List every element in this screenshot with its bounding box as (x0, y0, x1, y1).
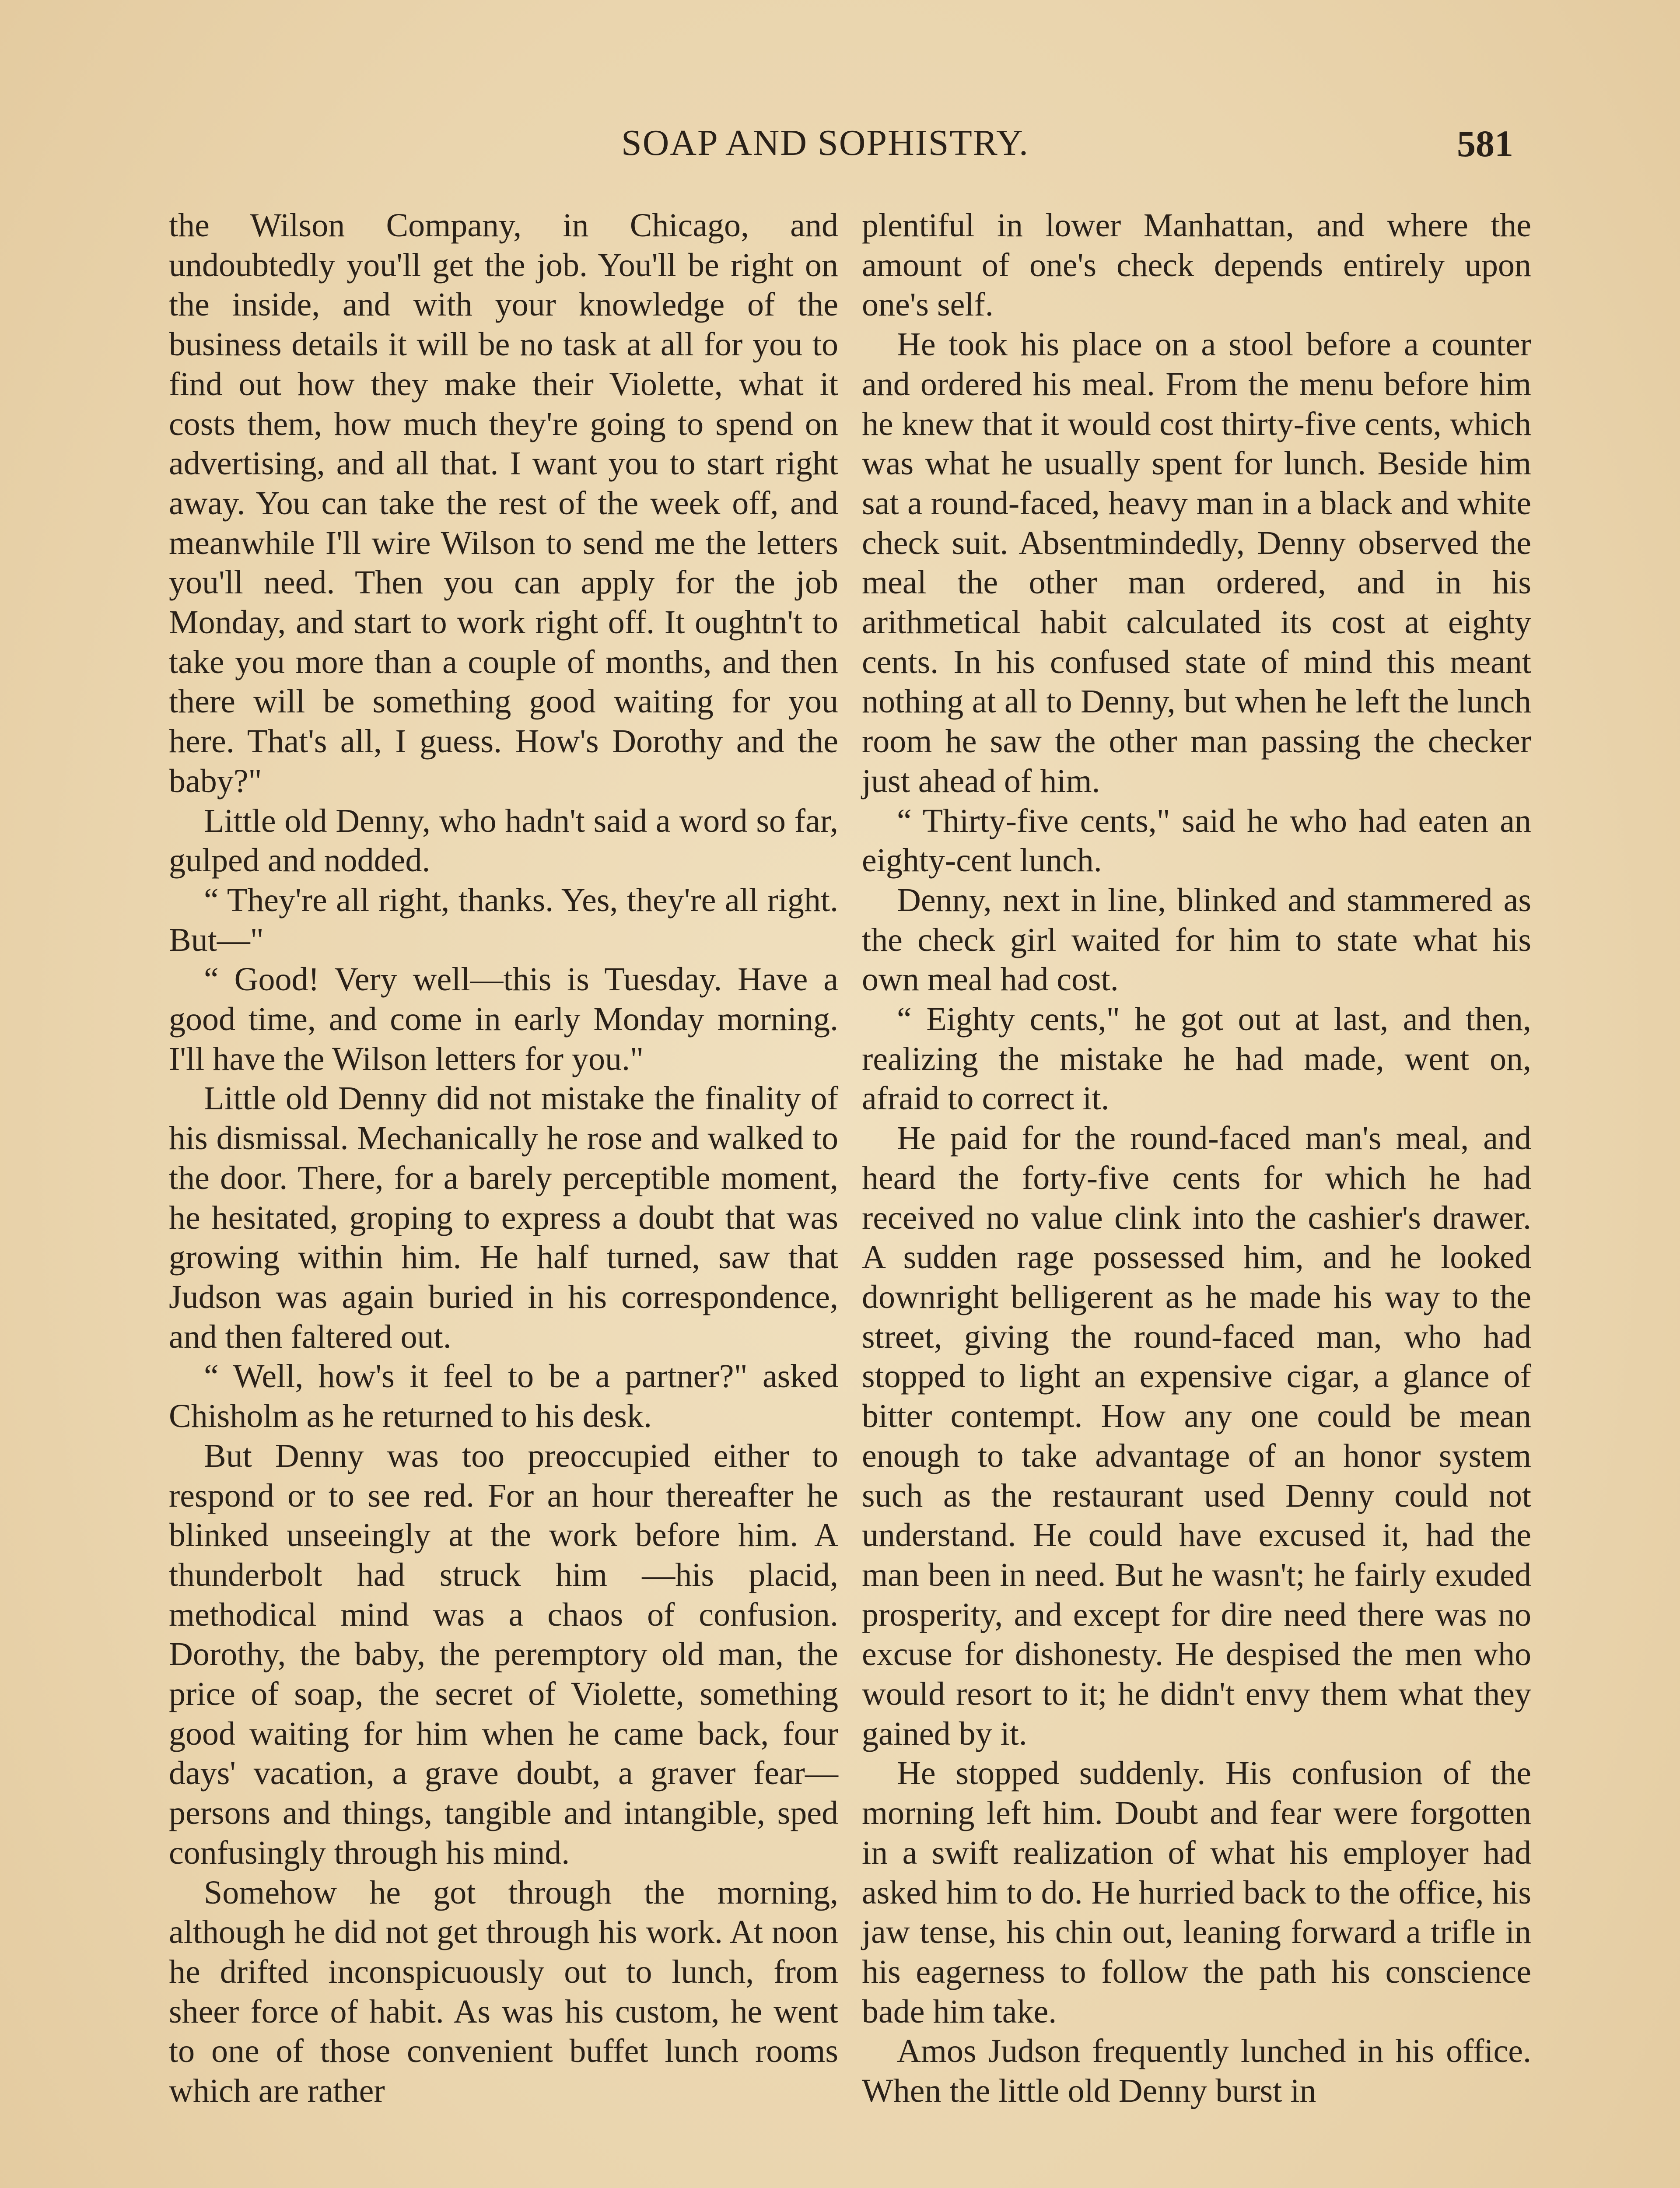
paragraph: “ Well, how's it feel to be a partner?" asked Chisholm as he returned to his desk. (169, 1358, 838, 1435)
running-title: SOAP AND SOPHISTRY. (621, 123, 1029, 163)
paragraph: “ They're all right, thanks. Yes, they're all right. But—" (169, 881, 838, 958)
paragraph: Little old Denny did not mistake the finality of his dismissal. Mechanically he rose and walked to the door. There, for a barely perceptible moment, he hesitated, groping to express a doubt that was growing within him. He half turned, saw that Judson was again buried in his correspondence, and then faltered out. (169, 1080, 838, 1355)
page-number: 581 (1457, 123, 1513, 165)
paragraph: He paid for the round-faced man's meal, and heard the forty-five cents for which he had received no value clink into the cashier's drawer. A sudden rage possessed him, and he looked downright belligerent as he made his way to the street, giving the round-faced man, who had stopped to light an expensive cigar, a glance of bitter contempt. How any one could be mean enough to take advantage of an honor system such as the restaurant used Denny could not understand. He could have excused it, had the man been in need. But he wasn't; he fairly exuded prosperity, and except for dire need there was no excuse for dishonesty. He despised the men who would resort to it; he didn't envy them what they gained by it. (862, 1120, 1531, 1752)
paragraph: plentiful in lower Manhattan, and where the amount of one's check depends entirely upon one's self. (862, 207, 1531, 323)
right-column (862, 206, 1531, 2111)
paragraph: But Denny was too preoccupied either to respond or to see red. For an hour thereafter he blinked unseeingly at the work before him. A thunderbolt had struck him —his placid, methodical mind was a chaos of confusion. Dorothy, the baby, the peremptory old man, the price of soap, the secret of Violette, something good waiting for him when he came back, four days' vacation, a grave doubt, a graver fear— persons and things, tangible and intangible, sped confusingly through his mind. (169, 1437, 838, 1871)
paragraph: “ Eighty cents," he got out at last, and then, realizing the mistake he had made, went on, afraid to correct it. (862, 1001, 1531, 1117)
paragraph: “ Good! Very well—this is Tuesday. Have a good time, and come in early Monday morning. I'll have the Wilson letters for you." (169, 961, 838, 1077)
paragraph: Amos Judson frequently lunched in his office. When the little old Denny burst in (862, 2033, 1531, 2110)
paragraph: the Wilson Company, in Chicago, and undoubtedly you'll get the job. You'll be right on the inside, and with your knowledge of the business details it will be no task at all for you to find out how they make their Violette, what it costs them, how much they're going to spend on advertising, and all that. I want you to start right away. You can take the rest of the week off, and meanwhile I'll wire Wilson to send me the letters you'll need. Then you can apply for the job Monday, and start to work right off. It oughtn't to take you more than a couple of months, and then there will be something good waiting for you here. That's all, I guess. How's Dorothy and the baby?" (169, 207, 838, 799)
paragraph: Denny, next in line, blinked and stammered as the check girl waited for him to state what his own meal had cost. (862, 881, 1531, 998)
paragraph: Little old Denny, who hadn't said a word so far, gulped and nodded. (169, 802, 838, 879)
paragraph: “ Thirty-five cents," said he who had eaten an eighty-cent lunch. (862, 802, 1531, 879)
left-column (169, 206, 838, 2111)
paragraph: He stopped suddenly. His confusion of the morning left him. Doubt and fear were forgotten in a swift realization of what his employer had asked him to do. He hurried back to the office, his jaw tense, his chin out, leaning forward a trifle in his eagerness to follow the path his conscience bade him take. (862, 1755, 1531, 2030)
paragraph: Somehow he got through the morning, although he did not get through his work. At noon he drifted inconspicuously out to lunch, from sheer force of habit. As was his custom, he went to one of those convenient buffet lunch rooms which are rather (169, 1874, 838, 2110)
paragraph: He took his place on a stool before a counter and ordered his meal. From the menu before him he knew that it would cost thirty-five cents, which was what he usually spent for lunch. Beside him sat a round-faced, heavy man in a black and white check suit. Absentmindedly, Denny observed the meal the other man ordered, and in his arithmetical habit calculated its cost at eighty cents. In his confused state of mind this meant nothing at all to Denny, but when he left the lunch room he saw the other man passing the checker just ahead of him. (862, 326, 1531, 799)
running-head (0, 122, 1680, 170)
